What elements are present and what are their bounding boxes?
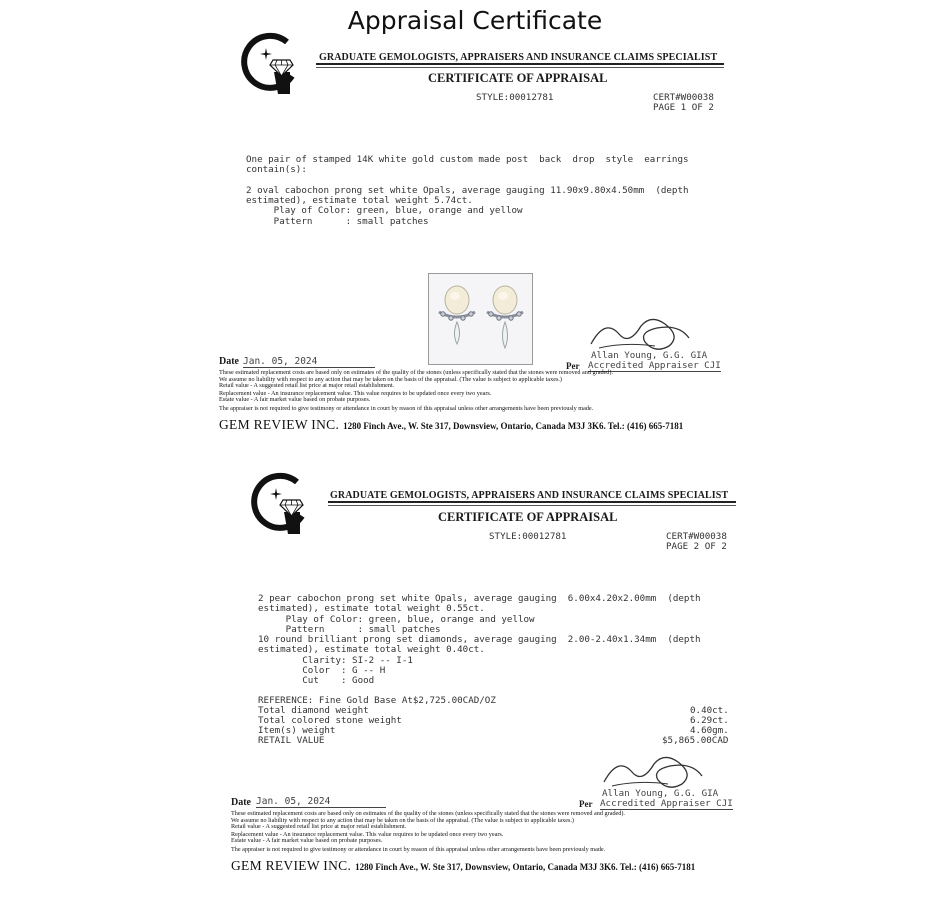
page-number: PAGE 1 OF 2 (653, 102, 714, 113)
header-rule-thin (328, 505, 736, 506)
style-number: STYLE:00012781 (476, 92, 554, 103)
total-label: Total diamond weight (258, 705, 369, 716)
cert-number: CERT#W00038 (666, 531, 727, 542)
certificate-title: CERTIFICATE OF APPRAISAL (438, 510, 618, 524)
total-value: 0.40ct. (690, 705, 729, 716)
fine-print-line: These estimated replacement costs are based only on estimates of the quality of the stones (unless specifically stated that the stones were removed and graded). (231, 810, 625, 817)
company-address: 1280 Finch Ave., W. Ste 317, Downsview, Ontario, Canada M3J 3K6. Tel.: (416) 665-7181 (355, 862, 696, 872)
company-name: GEM REVIEW INC. (231, 858, 352, 873)
fine-print (231, 811, 625, 854)
item-description: One pair of stamped 14K white gold custom made post back drop style earrings contain(s): 2 oval cabochon prong set white Opals, average gauging 11.90x9.80x4.50mm (depth estimated), estimate total weight 5.74ct. Play of Color: green, blue, orange and yellow Pattern : small patches (246, 154, 689, 227)
per-label: Per (579, 799, 593, 809)
appraiser-name: Allan Young, G.G. GIA (602, 788, 719, 799)
fine-print-line: Estate value - A fair market value based on probate purposes. (219, 396, 371, 404)
total-label: Total colored stone weight (258, 715, 402, 726)
date-label: Date (219, 356, 239, 367)
item-description: 2 pear cabochon prong set white Opals, average gauging 6.00x4.20x2.00mm (depth estimated), estimate total weight 0.55ct. Play of Color: green, blue, orange and yellow Pattern : small patches 10 round brilliant prong set diamonds, average gauging 2.00-2.40x1.34mm (depth estimated), estimate total weight 0.40ct. Clarity: SI-2 -- I-1 Color : G -- H Cut : Good (258, 593, 701, 687)
header-rule (328, 501, 736, 503)
fine-print-line: These estimated replacement costs are based only on estimates of the quality of the stones (unless specifically stated that the stones were removed and graded). (219, 369, 613, 376)
fine-print-line: The appraiser is not required to give testimony or attendance in court by reason of this appraisal unless other arrangements have been previously made. (231, 845, 606, 853)
company-name: GEM REVIEW INC. (219, 417, 340, 432)
total-value: 4.60gm. (690, 725, 729, 736)
fine-print-line: Estate value - A fair market value based on probate purposes. (231, 837, 383, 845)
total-label: Item(s) weight (258, 725, 336, 736)
document-heading: Appraisal Certificate (347, 6, 603, 35)
cert-number: CERT#W00038 (653, 92, 714, 103)
company-header: GRADUATE GEMOLOGISTS, APPRAISERS AND INSURANCE CLAIMS SPECIALIST (330, 490, 729, 501)
fine-print-line: Retail value - A suggested retail list price at major retail establishment. (219, 382, 395, 390)
page-number: PAGE 2 OF 2 (666, 541, 727, 552)
date-value: Jan. 05, 2024 (243, 356, 375, 368)
reference-line: REFERENCE: Fine Gold Base At$2,725.00CAD/OZ (258, 695, 496, 706)
per-label: Per (566, 361, 580, 371)
appraiser-title: Accredited Appraiser CJI (600, 798, 733, 809)
style-number: STYLE:00012781 (489, 531, 567, 542)
fine-print-line: The appraiser is not required to give testimony or attendance in court by reason of this appraisal unless other arrangements have been previously made. (219, 404, 594, 412)
company-footer (231, 857, 695, 875)
company-address: 1280 Finch Ave., W. Ste 317, Downsview, Ontario, Canada M3J 3K6. Tel.: (416) 665-7181 (343, 421, 684, 431)
appraiser-title: Accredited Appraiser CJI (588, 360, 721, 371)
fine-print-line: We assume no liability with respect to any action that may be taken on the basis of the appraisal. (The value is subject to applicable taxes.) (219, 375, 562, 383)
fine-print-line: We assume no liability with respect to any action that may be taken on the basis of the appraisal. (The value is subject to applicable taxes.) (231, 816, 574, 824)
gem-review-logo (250, 472, 314, 536)
date-value: Jan. 05, 2024 (256, 796, 386, 808)
retail-value-label: RETAIL VALUE (258, 735, 325, 746)
appraiser-name: Allan Young, G.G. GIA (591, 350, 708, 361)
total-value: 6.29ct. (690, 715, 729, 726)
company-header: GRADUATE GEMOLOGISTS, APPRAISERS AND INSURANCE CLAIMS SPECIALIST (319, 52, 718, 63)
date-label: Date (231, 797, 251, 808)
certificate-title: CERTIFICATE OF APPRAISAL (428, 71, 608, 85)
fine-print-line: Replacement value - An insurance replacement value. This value requires to be updated once every two years. (219, 389, 492, 397)
fine-print-line: Retail value - A suggested retail list price at major retail establishment. (231, 823, 407, 831)
fine-print-line: Replacement value - An insurance replacement value. This value requires to be updated once every two years. (231, 830, 504, 838)
retail-value-amount: $5,865.00CAD (662, 735, 729, 746)
